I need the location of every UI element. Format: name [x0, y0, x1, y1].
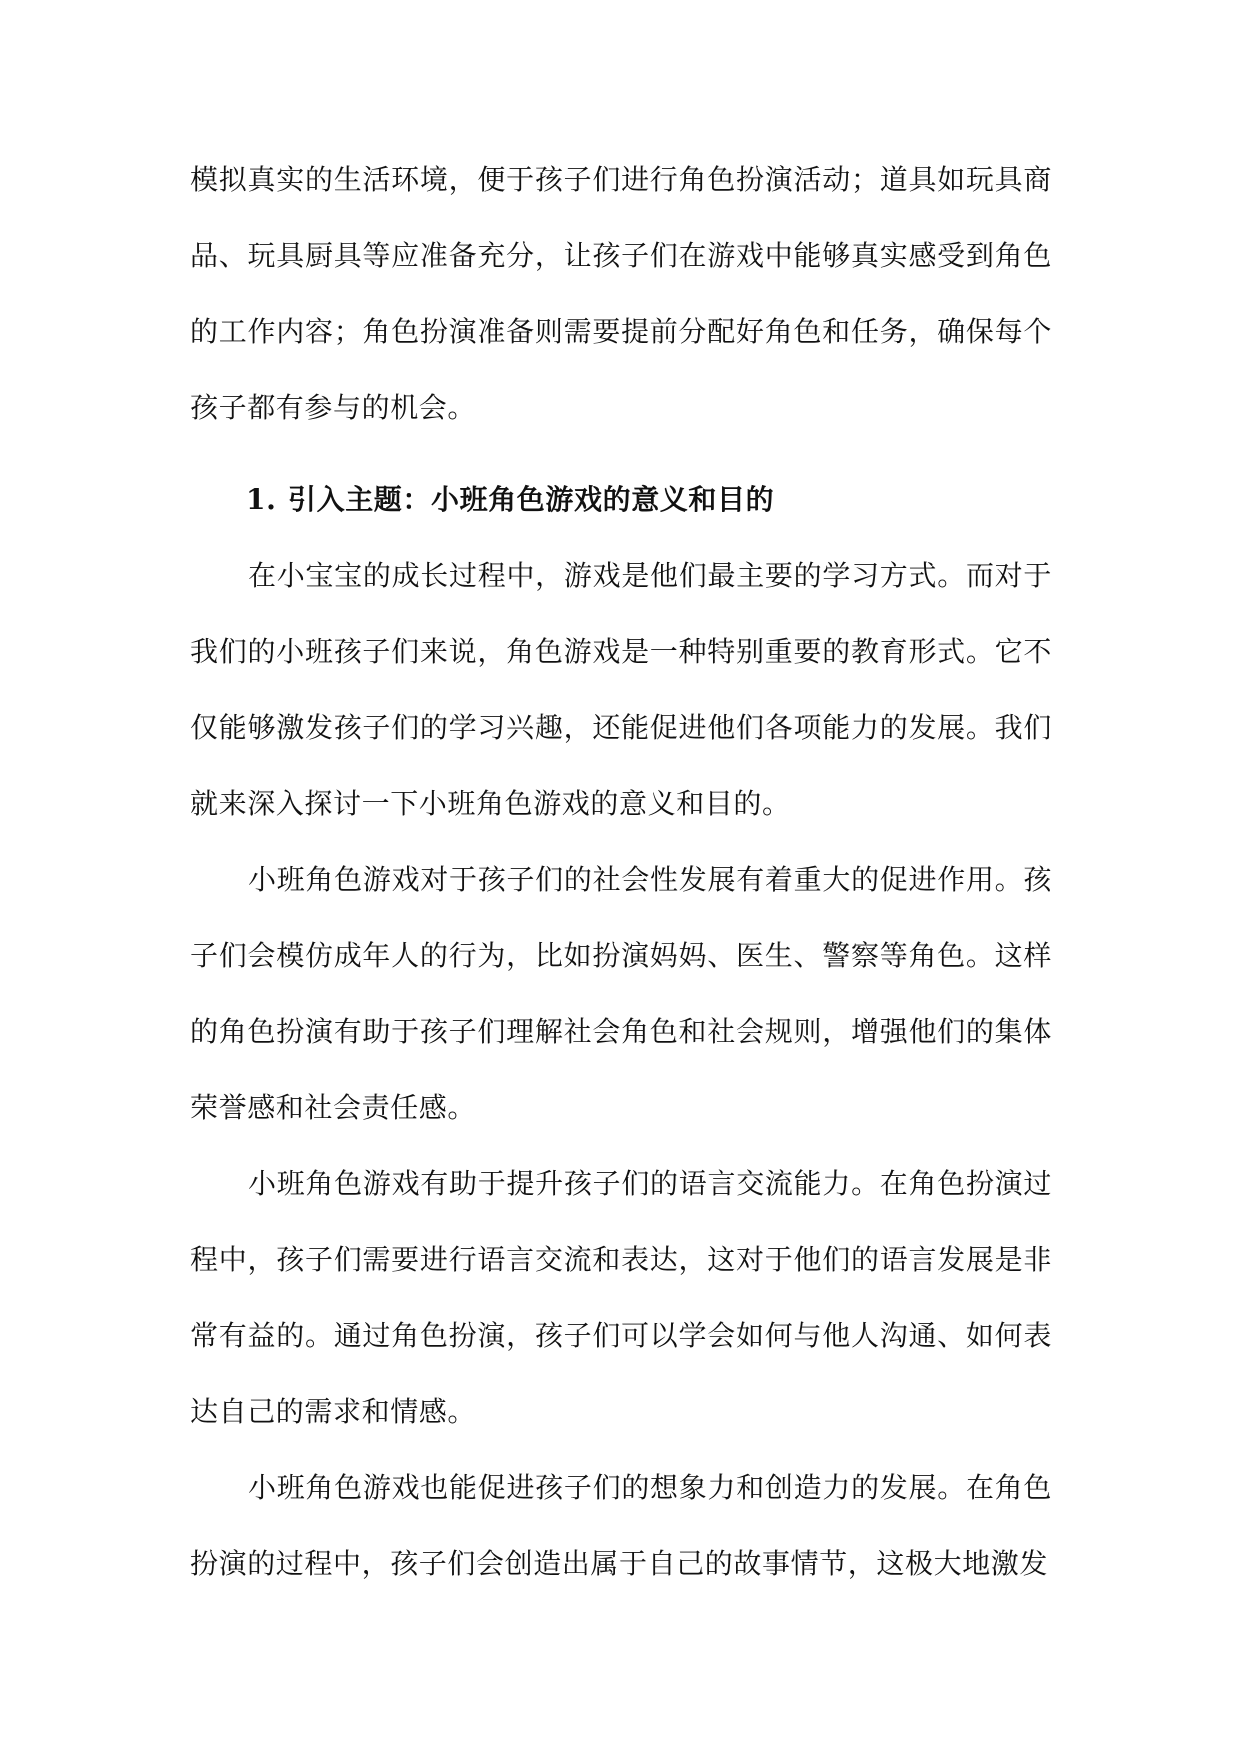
document-body — [190, 142, 1052, 1602]
section-number: 1. — [246, 483, 277, 516]
section-heading — [190, 462, 1052, 538]
paragraph-language: 小班角色游戏有助于提升孩子们的语言交流能力。在角色扮演过程中，孩子们需要进行语言交流和表达，这对于他们的语言发展是非常有益的。通过角色扮演，孩子们可以学会如何与他人沟通、如何表达自己的需求和情感。 — [190, 1167, 1052, 1428]
section-title: 引入主题：小班角色游戏的意义和目的 — [288, 483, 775, 516]
paragraph-social: 小班角色游戏对于孩子们的社会性发展有着重大的促进作用。孩子们会模仿成年人的行为，比如扮演妈妈、医生、警察等角色。这样的角色扮演有助于孩子们理解社会角色和社会规则，增强他们的集体荣誉感和社会责任感。 — [190, 863, 1052, 1124]
paragraph-intro: 在小宝宝的成长过程中，游戏是他们最主要的学习方式。而对于我们的小班孩子们来说，角色游戏是一种特别重要的教育形式。它不仅能够激发孩子们的学习兴趣，还能促进他们各项能力的发展。我们就来深入探讨一下小班角色游戏的意义和目的。 — [190, 559, 1052, 820]
paragraph-continued: 模拟真实的生活环境，便于孩子们进行角色扮演活动；道具如玩具商品、玩具厨具等应准备充分，让孩子们在游戏中能够真实感受到角色的工作内容；角色扮演准备则需要提前分配好角色和任务，确保每个孩子都有参与的机会。 — [190, 163, 1052, 424]
paragraph-imagination: 小班角色游戏也能促进孩子们的想象力和创造力的发展。在角色扮演的过程中，孩子们会创造出属于自己的故事情节，这极大地激发 — [190, 1471, 1052, 1580]
